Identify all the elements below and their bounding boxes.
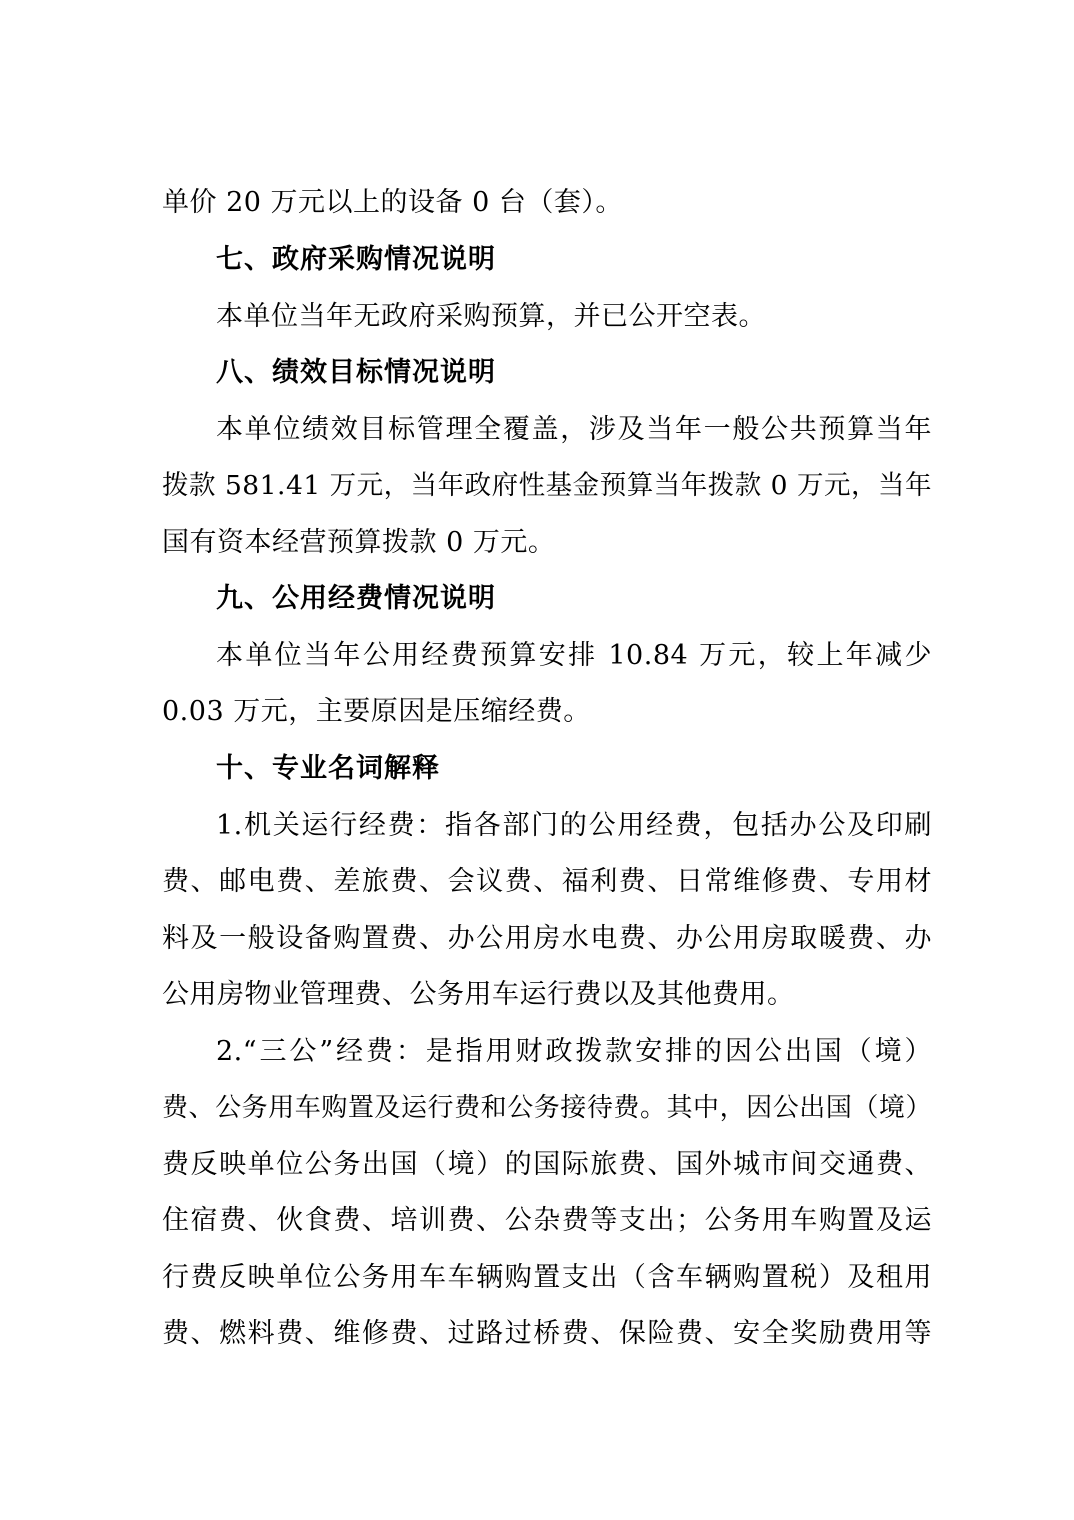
paragraph-line: 公用房物业管理费、公务用车运行费以及其他费用。 (162, 979, 795, 1010)
paragraph-line: 费、燃料费、维修费、过路过桥费、保险费、安全奖励费用等 (162, 1318, 932, 1349)
section-heading-performance-goals: 八、绩效目标情况说明 (216, 357, 496, 388)
section-heading-government-procurement: 七、政府采购情况说明 (216, 244, 496, 275)
paragraph-line: 费反映单位公务出国（境）的国际旅费、国外城市间交通费、 (162, 1149, 932, 1180)
paragraph-line: 本单位绩效目标管理全覆盖，涉及当年一般公共预算当年 (216, 414, 932, 445)
paragraph-line: 住宿费、伙食费、培训费、公杂费等支出；公务用车购置及运 (162, 1205, 932, 1236)
paragraph-line: 0.03 万元，主要原因是压缩经费。 (162, 696, 591, 727)
paragraph-line: 本单位当年无政府采购预算，并已公开空表。 (216, 301, 766, 332)
section-heading-public-expenses: 九、公用经费情况说明 (216, 583, 496, 614)
paragraph-line: 费、公务用车购置及运行费和公务接待费。其中，因公出国（境） (162, 1093, 932, 1123)
section-heading-glossary: 十、专业名词解释 (216, 753, 440, 784)
paragraph-line: 行费反映单位公务用车车辆购置支出（含车辆购置税）及租用 (162, 1262, 932, 1293)
paragraph-line: 国有资本经营预算拨款 0 万元。 (162, 527, 556, 558)
paragraph-line: 拨款 581.41 万元，当年政府性基金预算当年拨款 0 万元，当年 (162, 470, 932, 501)
paragraph-line: 2.“三公”经费：是指用财政拨款安排的因公出国（境） (216, 1036, 932, 1067)
paragraph-line: 料及一般设备购置费、办公用房水电费、办公用房取暖费、办 (162, 923, 932, 954)
paragraph-line: 单价 20 万元以上的设备 0 台（套）。 (162, 187, 623, 218)
paragraph-line: 1.机关运行经费：指各部门的公用经费，包括办公及印刷 (216, 810, 932, 841)
paragraph-line: 本单位当年公用经费预算安排 10.84 万元，较上年减少 (216, 640, 932, 671)
paragraph-line: 费、邮电费、差旅费、会议费、福利费、日常维修费、专用材 (162, 866, 932, 897)
